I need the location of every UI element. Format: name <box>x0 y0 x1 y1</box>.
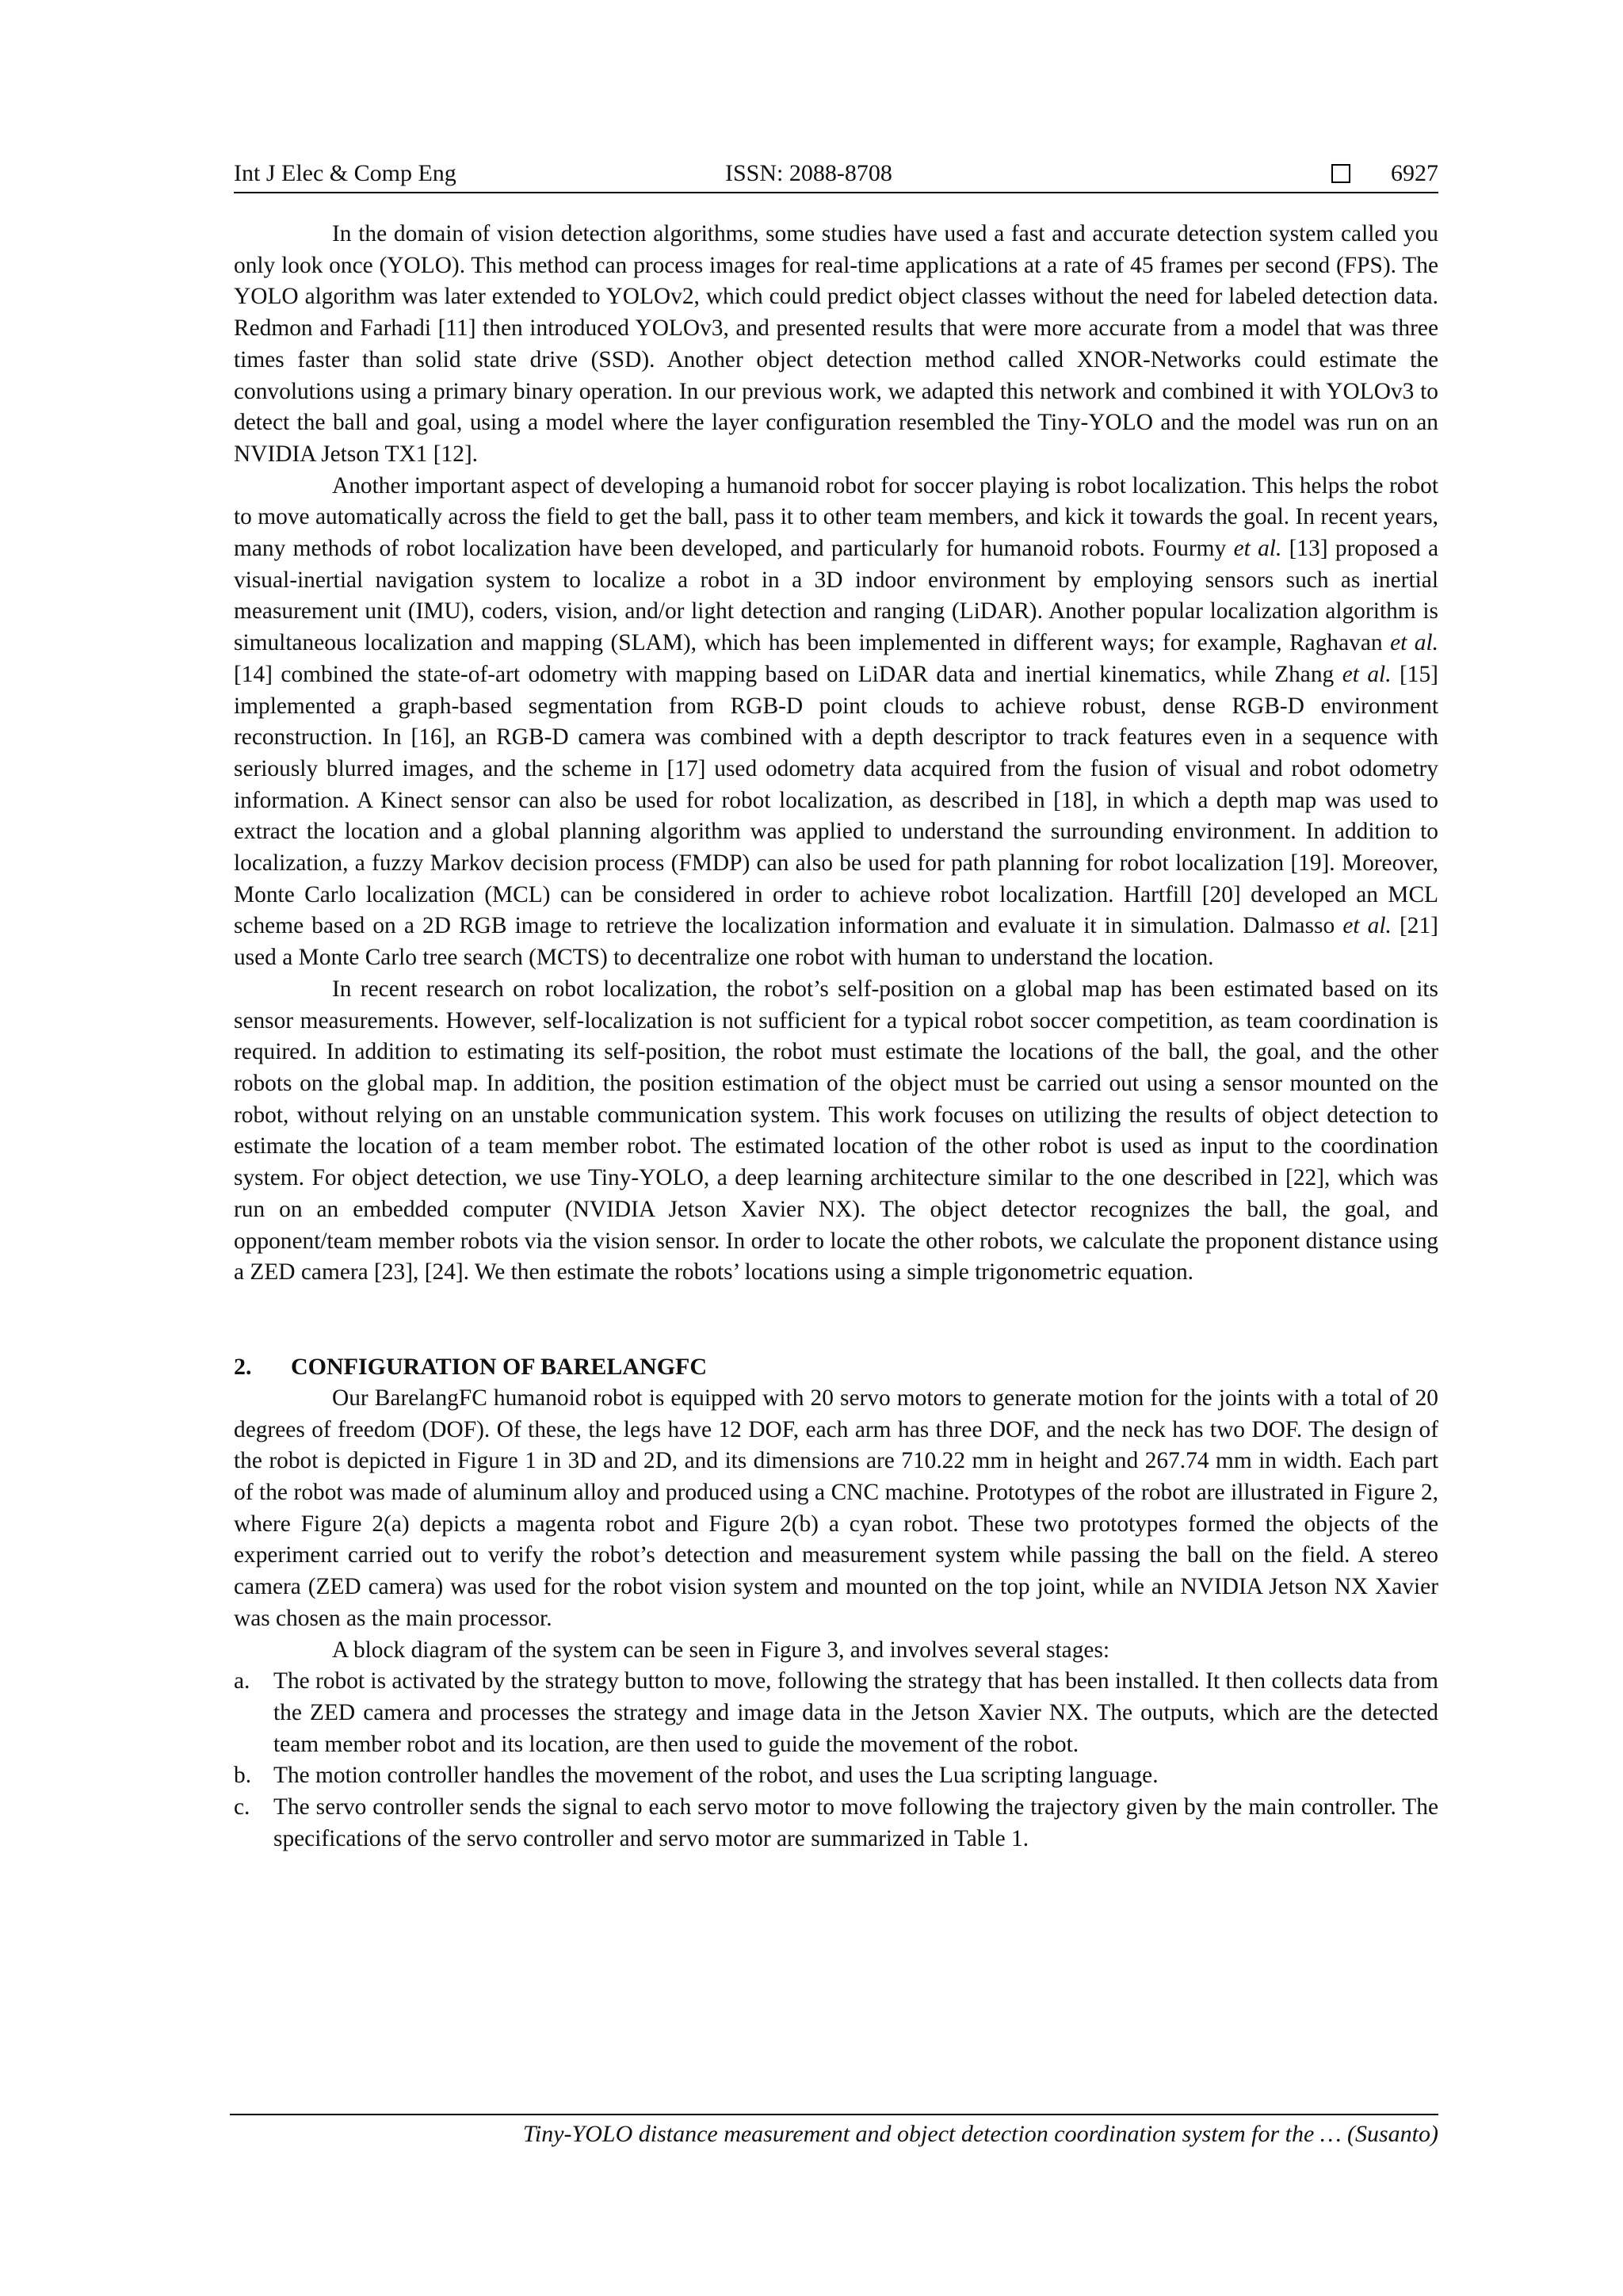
list-item: b. The motion controller handles the movement of the robot, and uses the Lua scripting language. <box>234 1760 1438 1792</box>
issn: ISSN: 2088-8708 <box>725 160 892 186</box>
page-footer: Tiny-YOLO distance measurement and object detection coordination system for the … (Susanto) <box>522 2121 1438 2147</box>
article-body <box>234 219 1438 1855</box>
page-header <box>234 155 1438 193</box>
journal-name: Int J Elec & Comp Eng <box>234 160 456 186</box>
paragraph-configuration: Our BarelangFC humanoid robot is equipped with 20 servo motors to generate motion for the joints with a total of 20 degrees of freedom (DOF). Of these, the legs have 12 DOF, each arm has three DOF, and the neck has two DOF. The design of the robot is depicted in Figure 1 in 3D and 2D, and its dimensions are 710.22 mm in height and 267.74 mm in width. Each part of the robot was made of aluminum alloy and produced using a CNC machine. Prototypes of the robot are illustrated in Figure 2, where Figure 2(a) depicts a magenta robot and Figure 2(b) a cyan robot. These two prototypes formed the objects of the experiment carried out to verify the robot’s detection and measurement system while passing the ball on the field. A stereo camera (ZED camera) was used for the robot vision system and mounted on the top joint, while an NVIDIA Jetson NX Xavier was chosen as the main processor. <box>234 1385 1438 1631</box>
list-marker: b. <box>234 1763 252 1789</box>
list-item: c. The servo controller sends the signal to each servo motor to move following the trajectory given by the main controller. The specifications of the servo controller and servo motor are summarized in Table 1. <box>234 1792 1438 1855</box>
footer-divider <box>230 2114 1438 2115</box>
list-item: a. The robot is activated by the strategy button to move, following the strategy that has been installed. It then collects data from the ZED camera and processes the strategy and image data in the Jetson Xavier NX. The outputs, which are the detected team member robot and its location, are then used to guide the movement of the robot. <box>234 1666 1438 1760</box>
stages-list <box>234 1666 1438 1855</box>
section-heading <box>234 1351 1438 1383</box>
section-title: CONFIGURATION OF BARELANGFC <box>291 1353 708 1380</box>
paragraph-yolo: In the domain of vision detection algorithms, some studies have used a fast and accurate detection system called you only look once (YOLO). This method can process images for real-time applications at a rate of 45 frames per second (FPS). The YOLO algorithm was later extended to YOLOv2, which could predict object classes without the need for labeled detection data. Redmon and Farhadi [11] then introduced YOLOv3, and presented results that were more accurate from a model that was three times faster than solid state drive (SSD). Another object detection method called XNOR-Networks could estimate the convolutions using a primary binary operation. In our previous work, we adapted this network and combined it with YOLOv3 to detect the ball and goal, using a model where the layer configuration resembled the Tiny-YOLO and the model was run on an NVIDIA Jetson TX1 [12]. <box>234 221 1438 467</box>
list-marker: c. <box>234 1794 250 1820</box>
page-number: 6927 <box>1391 160 1438 186</box>
paragraph-recent-research: In recent research on robot localization, the robot’s self-position on a global map has been estimated based on its sensor measurements. However, self-localization is not sufficient for a typical robot soccer competition, as team coordination is required. In addition to estimating its self-position, the robot must estimate the locations of the ball, the goal, and the other robots on the global map. In addition, the position estimation of the object must be carried out using a sensor mounted on the robot, without relying on an unstable communication system. This work focuses on utilizing the results of object detection to estimate the location of a team member robot. The estimated location of the other robot is used as input to the coordination system. For object detection, we use Tiny-YOLO, a deep learning architecture similar to the one described in [22], which was run on an embedded computer (NVIDIA Jetson Xavier NX). The object detector recognizes the ball, the goal, and opponent/team member robots via the vision sensor. In order to locate the other robots, we calculate the proponent distance using a ZED camera [23], [24]. We then estimate the robots’ locations using a simple trigonometric equation. <box>234 976 1438 1286</box>
paragraph-localization: Another important aspect of developing a humanoid robot for soccer playing is robot localization. This helps the robot to move automatically across the field to get the ball, pass it to other team members, and kick it towards the goal. In recent years, many methods of robot localization have been developed, and particularly for humanoid robots. Fourmy et al. [13] proposed a visual-inertial navigation system to localize a robot in a 3D indoor environment by employing sensors such as inertial measurement unit (IMU), coders, vision, and/or light detection and ranging (LiDAR). Another popular localization algorithm is simultaneous localization and mapping (SLAM), which has been implemented in different ways; for example, Raghavan et al. [14] combined the state-of-art odometry with mapping based on LiDAR data and inertial kinematics, while Zhang et al. [15] implemented a graph-based segmentation from RGB-D point clouds to achieve robust, dense RGB-D environment reconstruction. In [16], an RGB-D camera was combined with a depth descriptor to track features even in a sequence with seriously blurred images, and the scheme in [17] used odometry data acquired from the fusion of visual and robot odometry information. A Kinect sensor can also be used for robot localization, as described in [18], in which a depth map was used to extract the location and a global planning algorithm was applied to understand the surrounding environment. In addition to localization, a fuzzy Markov decision process (FMDP) can also be used for path planning for robot localization [19]. Moreover, Monte Carlo localization (MCL) can be considered in order to achieve robot localization. Hartfill [20] developed an MCL scheme based on a 2D RGB image to retrieve the localization information and evaluate it in simulation. Dalmasso et al. [21] used a Monte Carlo tree search (MCTS) to decentralize one robot with human to understand the location. <box>234 472 1438 971</box>
square-box-icon <box>1331 164 1350 183</box>
paragraph-block-diagram: A block diagram of the system can be seen in Figure 3, and involves several stages: <box>332 1637 1110 1663</box>
list-marker: a. <box>234 1668 250 1694</box>
section-number: 2. <box>234 1353 252 1380</box>
